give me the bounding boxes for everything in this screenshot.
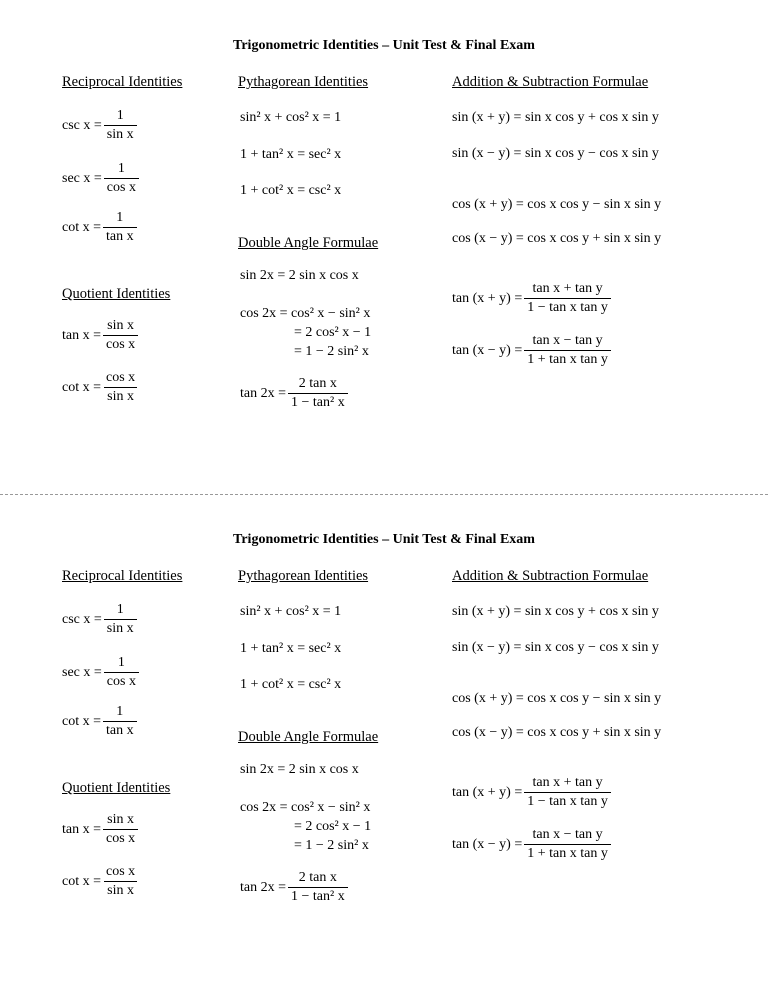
heading-pythagorean: Pythagorean Identities (238, 568, 369, 584)
fraction (103, 864, 138, 899)
lhs: tan 2x = (240, 879, 286, 895)
denominator: 1 − tan x tan y (524, 298, 611, 316)
numerator: tan x + tan y (532, 281, 603, 296)
cot-identity (62, 210, 137, 245)
denominator: 1 − tan² x (288, 393, 348, 411)
sin-sum: sin (x + y) = sin x cos y + cos x sin y (452, 110, 659, 125)
numerator: cos x (106, 864, 136, 879)
pythagorean-3: 1 + cot² x = csc² x (240, 183, 342, 198)
lhs: csc x = (62, 611, 102, 627)
page-title: Trigonometric Identities – Unit Test & Final Exam (233, 38, 535, 53)
denominator: sin x (104, 881, 137, 899)
cos-double-angle: cos 2x = cos² x − sin² x (240, 306, 371, 321)
lhs: tan (x + y) = (452, 784, 523, 800)
pythagorean-2: 1 + tan² x = sec² x (240, 147, 342, 162)
lhs: cot x = (62, 873, 101, 889)
lhs: cot x = (62, 219, 101, 235)
numerator: 1 (117, 655, 125, 670)
numerator: sin x (107, 812, 134, 827)
heading-pythagorean: Pythagorean Identities (238, 74, 369, 90)
fraction (104, 108, 137, 143)
sin-difference: sin (x − y) = sin x cos y − cos x sin y (452, 640, 659, 655)
pythagorean-2: 1 + tan² x = sec² x (240, 641, 342, 656)
cos-difference: cos (x − y) = cos x cos y + sin x sin y (452, 231, 662, 246)
fraction (103, 370, 138, 405)
lhs: tan 2x = (240, 385, 286, 401)
lhs: cot x = (62, 379, 101, 395)
csc-identity (62, 108, 137, 143)
fraction (524, 281, 611, 316)
denominator: sin x (104, 125, 137, 143)
pythagorean-1: sin² x + cos² x = 1 (240, 604, 342, 619)
numerator: 1 (116, 108, 124, 123)
lhs: tan x = (62, 327, 101, 343)
fraction (103, 812, 138, 847)
denominator: 1 − tan x tan y (524, 792, 611, 810)
fraction (524, 827, 611, 862)
cos-double-angle-alt-2: = 1 − 2 sin² x (294, 838, 369, 853)
cot-identity (62, 704, 137, 739)
fraction (103, 318, 138, 353)
fraction (104, 655, 139, 690)
numerator: tan x − tan y (532, 333, 603, 348)
lhs: tan (x − y) = (452, 836, 523, 852)
identity-sheet (0, 0, 768, 494)
denominator: cos x (104, 672, 139, 690)
sin-double-angle: sin 2x = 2 sin x cos x (240, 268, 359, 283)
heading-reciprocal: Reciprocal Identities (62, 74, 183, 90)
pythagorean-1: sin² x + cos² x = 1 (240, 110, 342, 125)
cos-sum: cos (x + y) = cos x cos y − sin x sin y (452, 197, 662, 212)
heading-addition: Addition & Subtraction Formulae (452, 568, 649, 584)
page-title: Trigonometric Identities – Unit Test & Final Exam (233, 532, 535, 547)
sin-sum: sin (x + y) = sin x cos y + cos x sin y (452, 604, 659, 619)
tan-double-angle (240, 870, 348, 905)
tan-difference (452, 333, 611, 368)
fraction (104, 602, 137, 637)
sin-difference: sin (x − y) = sin x cos y − cos x sin y (452, 146, 659, 161)
tan-difference (452, 827, 611, 862)
numerator: 2 tan x (298, 870, 337, 885)
numerator: tan x − tan y (532, 827, 603, 842)
numerator: cos x (106, 370, 136, 385)
heading-quotient: Quotient Identities (62, 780, 171, 796)
fraction (524, 333, 611, 368)
cos-double-angle-alt-1: = 2 cos² x − 1 (294, 819, 372, 834)
denominator: sin x (104, 387, 137, 405)
fraction (103, 704, 137, 739)
denominator: cos x (103, 829, 138, 847)
fraction (288, 870, 348, 905)
sec-identity (62, 655, 139, 690)
numerator: 2 tan x (298, 376, 337, 391)
cos-sum: cos (x + y) = cos x cos y − sin x sin y (452, 691, 662, 706)
denominator: cos x (103, 335, 138, 353)
numerator: 1 (116, 210, 124, 225)
tan-sum (452, 281, 611, 316)
csc-identity (62, 602, 137, 637)
lhs: sec x = (62, 664, 102, 680)
denominator: 1 − tan² x (288, 887, 348, 905)
cos-double-angle: cos 2x = cos² x − sin² x (240, 800, 371, 815)
heading-double-angle: Double Angle Formulae (238, 729, 379, 745)
cot-quotient (62, 864, 138, 899)
numerator: 1 (117, 161, 125, 176)
denominator: 1 + tan x tan y (524, 844, 611, 862)
pythagorean-3: 1 + cot² x = csc² x (240, 677, 342, 692)
denominator: 1 + tan x tan y (524, 350, 611, 368)
cos-difference: cos (x − y) = cos x cos y + sin x sin y (452, 725, 662, 740)
tan-quotient (62, 812, 138, 847)
denominator: tan x (103, 721, 137, 739)
heading-reciprocal: Reciprocal Identities (62, 568, 183, 584)
identity-sheet (0, 494, 768, 988)
fraction (288, 376, 348, 411)
heading-addition: Addition & Subtraction Formulae (452, 74, 649, 90)
heading-double-angle: Double Angle Formulae (238, 235, 379, 251)
tan-double-angle (240, 376, 348, 411)
lhs: tan (x − y) = (452, 342, 523, 358)
numerator: tan x + tan y (532, 775, 603, 790)
cot-quotient (62, 370, 138, 405)
denominator: tan x (103, 227, 137, 245)
denominator: sin x (104, 619, 137, 637)
fraction (524, 775, 611, 810)
lhs: tan x = (62, 821, 101, 837)
tan-quotient (62, 318, 138, 353)
heading-quotient: Quotient Identities (62, 286, 171, 302)
cos-double-angle-alt-1: = 2 cos² x − 1 (294, 325, 372, 340)
cos-double-angle-alt-2: = 1 − 2 sin² x (294, 344, 369, 359)
fraction (104, 161, 139, 196)
sin-double-angle: sin 2x = 2 sin x cos x (240, 762, 359, 777)
fraction (103, 210, 137, 245)
tan-sum (452, 775, 611, 810)
lhs: csc x = (62, 117, 102, 133)
numerator: 1 (116, 704, 124, 719)
lhs: tan (x + y) = (452, 290, 523, 306)
numerator: 1 (116, 602, 124, 617)
numerator: sin x (107, 318, 134, 333)
denominator: cos x (104, 178, 139, 196)
sec-identity (62, 161, 139, 196)
lhs: sec x = (62, 170, 102, 186)
lhs: cot x = (62, 713, 101, 729)
